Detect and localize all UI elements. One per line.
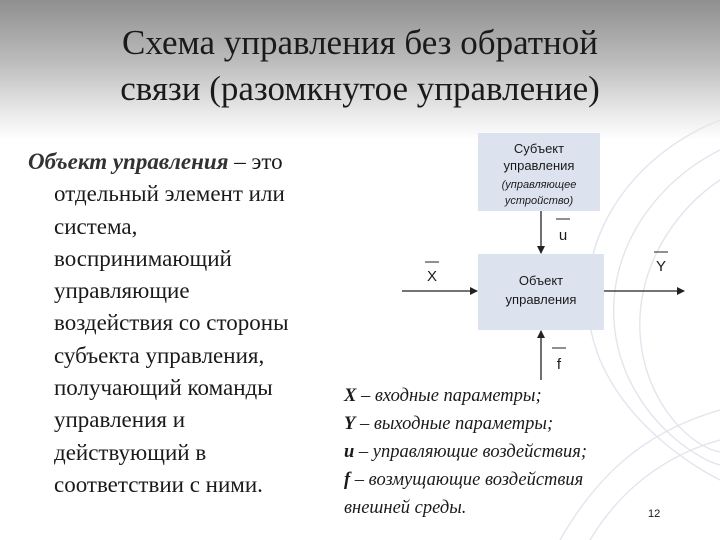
legend-text: – входные параметры; <box>356 386 542 406</box>
legend-item-x <box>344 382 674 410</box>
legend <box>344 382 674 522</box>
legend-symbol: Y <box>344 414 356 434</box>
legend-item-f <box>344 466 674 494</box>
subject-box-line-1: Субъект <box>513 141 565 156</box>
definition-line: субъекта управления, <box>54 342 265 368</box>
legend-symbol: u <box>344 442 355 462</box>
u-label: u <box>558 227 568 244</box>
legend-symbol: f <box>344 470 351 490</box>
legend-item-y <box>344 410 674 438</box>
definition-line: система, <box>54 213 138 239</box>
page-number: 12 <box>648 508 661 520</box>
legend-item-u <box>344 438 674 466</box>
definition-line: соответствии с ними. <box>54 471 263 497</box>
title-line-1: Схема управления без обратной <box>122 23 598 62</box>
definition-line: управления и <box>54 407 186 433</box>
legend-text: – выходные параметры; <box>355 414 554 434</box>
object-box-line-1: Объект <box>518 273 564 288</box>
subject-box-line-2: управления <box>503 158 575 173</box>
subject-box-line-3: (управляющее <box>501 179 577 191</box>
legend-symbol: X <box>344 386 357 406</box>
definition-line: воздействия со стороны <box>54 310 289 336</box>
legend-continuation: внешней среды. <box>344 498 467 518</box>
definition-line: управляющие <box>54 278 190 304</box>
definition-term: Объект управления <box>28 149 229 174</box>
f-label: f <box>556 356 562 373</box>
legend-text: – управляющие воздействия; <box>354 442 587 462</box>
definition-line: воспринимающий <box>54 245 232 271</box>
y-label: Y <box>655 258 667 275</box>
definition-line: действующий в <box>54 439 207 465</box>
x-label: X <box>426 268 438 285</box>
legend-text: – возмущающие воздействия <box>350 470 584 490</box>
definition-line: получающий команды <box>54 375 273 401</box>
definition-first-rest: – это <box>228 149 283 174</box>
subject-box-line-4: устройство) <box>504 195 574 207</box>
object-box-line-2: управления <box>505 292 577 307</box>
title-line-2: связи (разомкнутое управление) <box>120 69 600 108</box>
definition-line: отдельный элемент или <box>54 181 285 207</box>
